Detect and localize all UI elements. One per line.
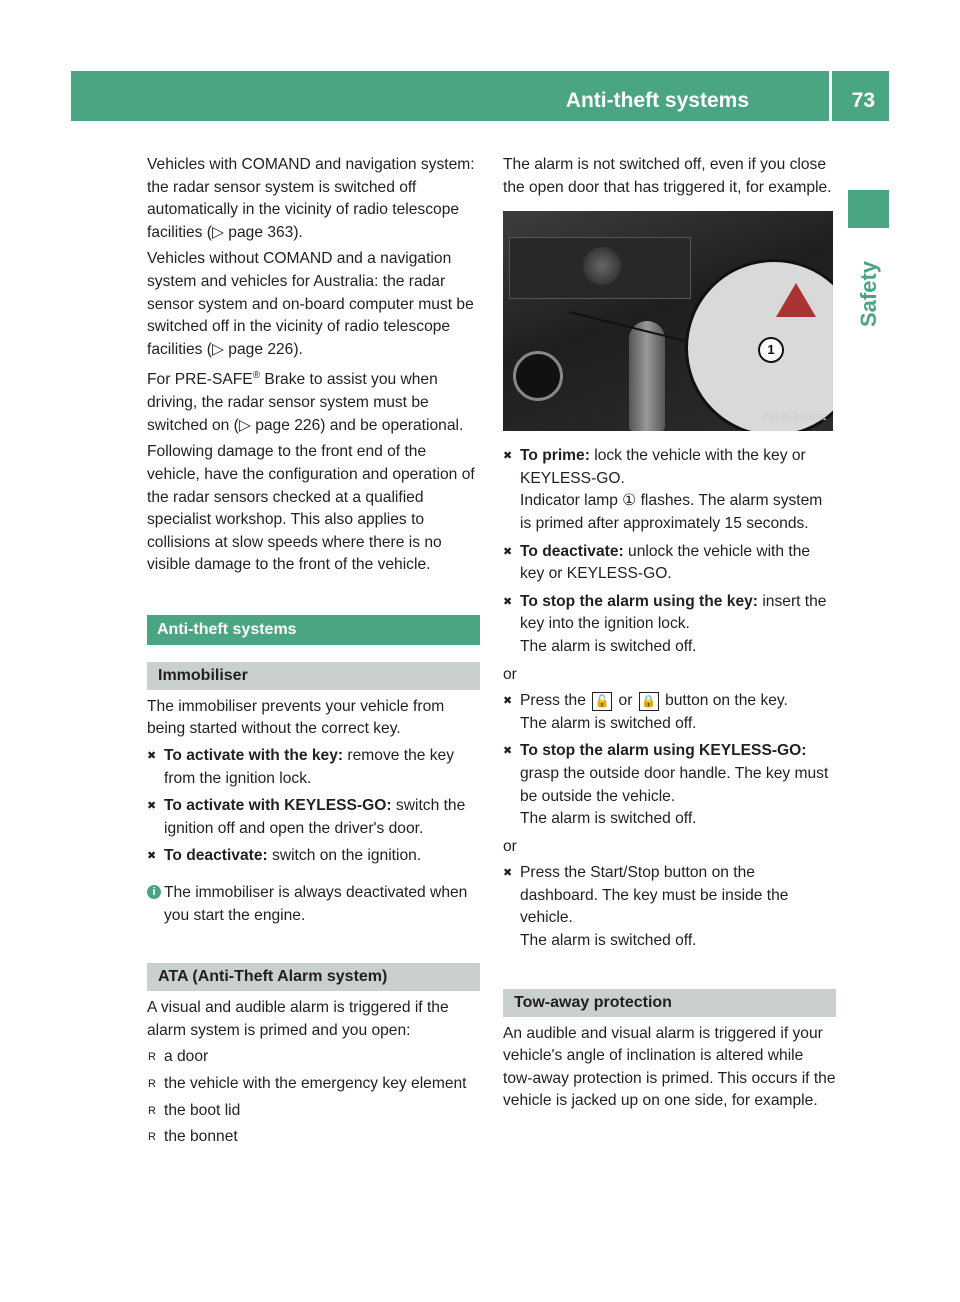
paragraph: Vehicles without COMAND and a navigation system and vehicles for Australia: the radar sensor system and on-board computer must be switched off in the vicinity of radio telescope facilities (▷ page 226).	[147, 250, 474, 358]
step-arrow-icon: ✖	[503, 867, 513, 880]
step-arrow-icon: ✖	[503, 545, 513, 558]
photo-knob	[583, 247, 621, 285]
photo-dial	[513, 351, 563, 401]
instruction-step: ✖ To stop the alarm using KEYLESS-GO: grasp the outside door handle. The key must be outside the vehicle. The alarm is switched off.	[503, 742, 829, 828]
section-heading: Anti-theft systems	[147, 615, 480, 645]
photo-callout: 1	[758, 337, 784, 363]
side-label: Safety	[856, 260, 881, 327]
subsection-heading: ATA (Anti-Theft Alarm system)	[147, 963, 480, 991]
page-number: 73	[851, 89, 875, 112]
step-arrow-icon: ✖	[503, 450, 513, 463]
info-note: i The immobiliser is always deactivated when you start the engine.	[147, 882, 480, 927]
hazard-icon	[776, 283, 816, 317]
paragraph: An audible and visual alarm is triggered if your vehicle's angle of inclination is altered while tow-away protection is primed. This occurs if the vehicle is jacked up on one side, for example.	[503, 1024, 836, 1110]
paragraph: The alarm is not switched off, even if you close the open door that has triggered it, for example.	[503, 156, 832, 196]
instruction-step: ✖ Press the 🔓 or 🔒 button on the key. The alarm is switched off.	[503, 692, 788, 732]
bullet-icon: R	[148, 1104, 156, 1117]
step-arrow-icon: ✖	[503, 745, 513, 758]
dashboard-photo	[503, 211, 833, 431]
subsection-heading: Immobiliser	[147, 662, 480, 690]
step-arrow-icon: ✖	[503, 695, 513, 708]
instruction-step: ✖ To prime: lock the vehicle with the key or KEYLESS-GO. Indicator lamp ① flashes. The alarm system is primed after approximately 15 seconds.	[503, 447, 823, 532]
instruction-step: ✖ Press the Start/Stop button on the dashboard. The key must be inside the vehicle. The alarm is switched off.	[503, 864, 789, 950]
paragraph: The immobiliser prevents your vehicle from being started without the correct key.	[147, 697, 445, 738]
header-separator	[829, 71, 832, 121]
paragraph: Following damage to the front end of the vehicle, have the configuration and operation of the radar sensors checked at a qualified specialist workshop. This also applies to collisions at slow speeds where there is no visible damage to the front of the vehicle.	[147, 443, 475, 574]
header-title: Anti-theft systems	[565, 89, 749, 112]
right-column	[503, 154, 836, 1117]
photo-gear-lever	[629, 321, 665, 431]
or-separator: or	[503, 837, 517, 855]
callout-icon: ①	[622, 492, 637, 510]
step-arrow-icon: ✖	[147, 850, 157, 863]
bullet-icon: R	[148, 1131, 156, 1144]
step-arrow-icon: ✖	[147, 800, 157, 813]
page-header	[71, 71, 889, 121]
instruction-step: ✖ To deactivate: switch on the ignition.	[147, 845, 480, 868]
photo-code: P54.25-8516-31	[762, 411, 827, 422]
list-item: R the bonnet	[147, 1126, 480, 1149]
unlock-icon: 🔓	[592, 692, 612, 711]
instruction-step: ✖ To deactivate: unlock the vehicle with the key or KEYLESS-GO.	[503, 542, 811, 583]
instruction-step: ✖ To stop the alarm using the key: insert the key into the ignition lock. The alarm is switched off.	[503, 592, 827, 655]
left-column	[147, 154, 480, 1153]
paragraph: Vehicles with COMAND and navigation system: the radar sensor system is switched off automatically in the vicinity of radio telescope facilities (▷ page 363).	[147, 156, 475, 241]
list-item: R the boot lid	[147, 1100, 480, 1123]
or-separator: or	[503, 665, 517, 683]
subsection-heading: Tow-away protection	[503, 989, 836, 1017]
bullet-icon: R	[148, 1078, 156, 1090]
step-arrow-icon: ✖	[147, 750, 157, 763]
list-item: R the vehicle with the emergency key element	[147, 1073, 480, 1096]
info-icon: i	[147, 885, 161, 899]
instruction-step: ✖ To activate with the key: remove the key from the ignition lock.	[147, 747, 455, 787]
lock-icon: 🔒	[639, 692, 659, 711]
list-item: R a door	[147, 1046, 480, 1069]
instruction-step: ✖ To activate with KEYLESS-GO: switch the ignition off and open the driver's door.	[147, 797, 466, 837]
step-arrow-icon: ✖	[503, 595, 513, 608]
bullet-icon: R	[148, 1051, 156, 1064]
paragraph: For PRE-SAFE® Brake to assist you when driving, the radar sensor system must be switched on (▷ page 226) and be operational.	[147, 370, 464, 434]
paragraph: A visual and audible alarm is triggered if the alarm system is primed and you open:	[147, 999, 449, 1039]
side-tab	[848, 190, 889, 228]
